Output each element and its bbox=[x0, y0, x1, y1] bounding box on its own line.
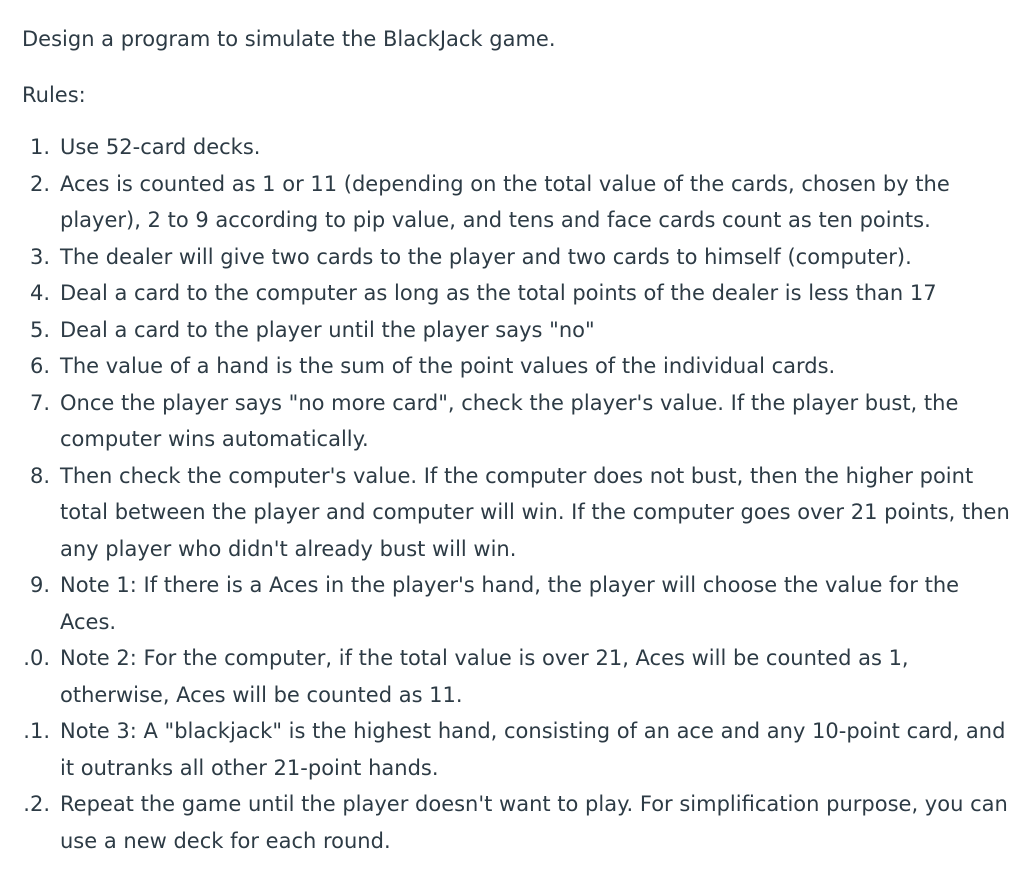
rule-item bbox=[0, 312, 1024, 349]
rule-item bbox=[0, 713, 1024, 786]
rule-number: 5. bbox=[29, 317, 50, 342]
rule-item bbox=[0, 348, 1024, 385]
rule-item bbox=[0, 567, 1024, 640]
rule-text: Aces is counted as 1 or 11 (depending on the total value of the cards, chosen by the player), 2 to 9 according to pip value, and tens and face cards count as ten points. bbox=[60, 171, 950, 232]
rule-number: 8. bbox=[29, 463, 50, 488]
rule-number: .2. bbox=[23, 792, 50, 816]
rules-list bbox=[0, 129, 1024, 859]
rule-text: Deal a card to the computer as long as the total points of the dealer is less than 17 bbox=[60, 281, 937, 305]
rule-number: 1. bbox=[29, 135, 50, 159]
rules-heading: Rules: bbox=[22, 83, 86, 107]
rule-text: Use 52-card decks. bbox=[60, 135, 261, 159]
rule-item bbox=[0, 385, 1024, 458]
rule-item bbox=[0, 458, 1024, 568]
rule-item bbox=[0, 166, 1024, 239]
rule-number: 4. bbox=[29, 281, 50, 305]
rule-number: 2. bbox=[29, 171, 50, 196]
rule-text: Repeat the game until the player doesn't want to play. For simplification purpose, you can use a new deck for each round. bbox=[60, 792, 1008, 853]
rule-number: 3. bbox=[29, 244, 50, 269]
rule-item bbox=[0, 786, 1024, 859]
rule-text: Note 2: For the computer, if the total value is over 21, Aces will be counted as 1, otherwise, Aces will be counted as 11. bbox=[60, 646, 909, 707]
rule-item bbox=[0, 129, 1024, 166]
rule-text: Note 3: A "blackjack" is the highest hand, consisting of an ace and any 10-point card, and it outranks all other 21-point hands. bbox=[60, 719, 1006, 780]
rule-number: 7. bbox=[29, 390, 50, 415]
rule-number: 6. bbox=[29, 354, 50, 378]
rule-item bbox=[0, 239, 1024, 276]
rule-text: Note 1: If there is a Aces in the player's hand, the player will choose the value for the Aces. bbox=[60, 573, 960, 634]
rule-number: 9. bbox=[29, 573, 50, 597]
rule-text: Then check the computer's value. If the computer does not bust, then the higher point total between the player and computer will win. If the computer goes over 21 points, then any player who didn't already bust will win. bbox=[60, 463, 1010, 561]
intro-text: Design a program to simulate the BlackJack game. bbox=[22, 27, 556, 51]
rule-text: Once the player says "no more card", check the player's value. If the player bust, the computer wins automatically. bbox=[60, 390, 959, 451]
rule-text: Deal a card to the player until the player says "no" bbox=[60, 317, 595, 342]
rule-number: .1. bbox=[23, 719, 50, 743]
rule-item bbox=[0, 275, 1024, 312]
rule-number: .0. bbox=[23, 646, 50, 670]
rule-text: The dealer will give two cards to the player and two cards to himself (computer). bbox=[60, 244, 912, 269]
rule-item bbox=[0, 640, 1024, 713]
rule-text: The value of a hand is the sum of the point values of the individual cards. bbox=[60, 354, 836, 378]
